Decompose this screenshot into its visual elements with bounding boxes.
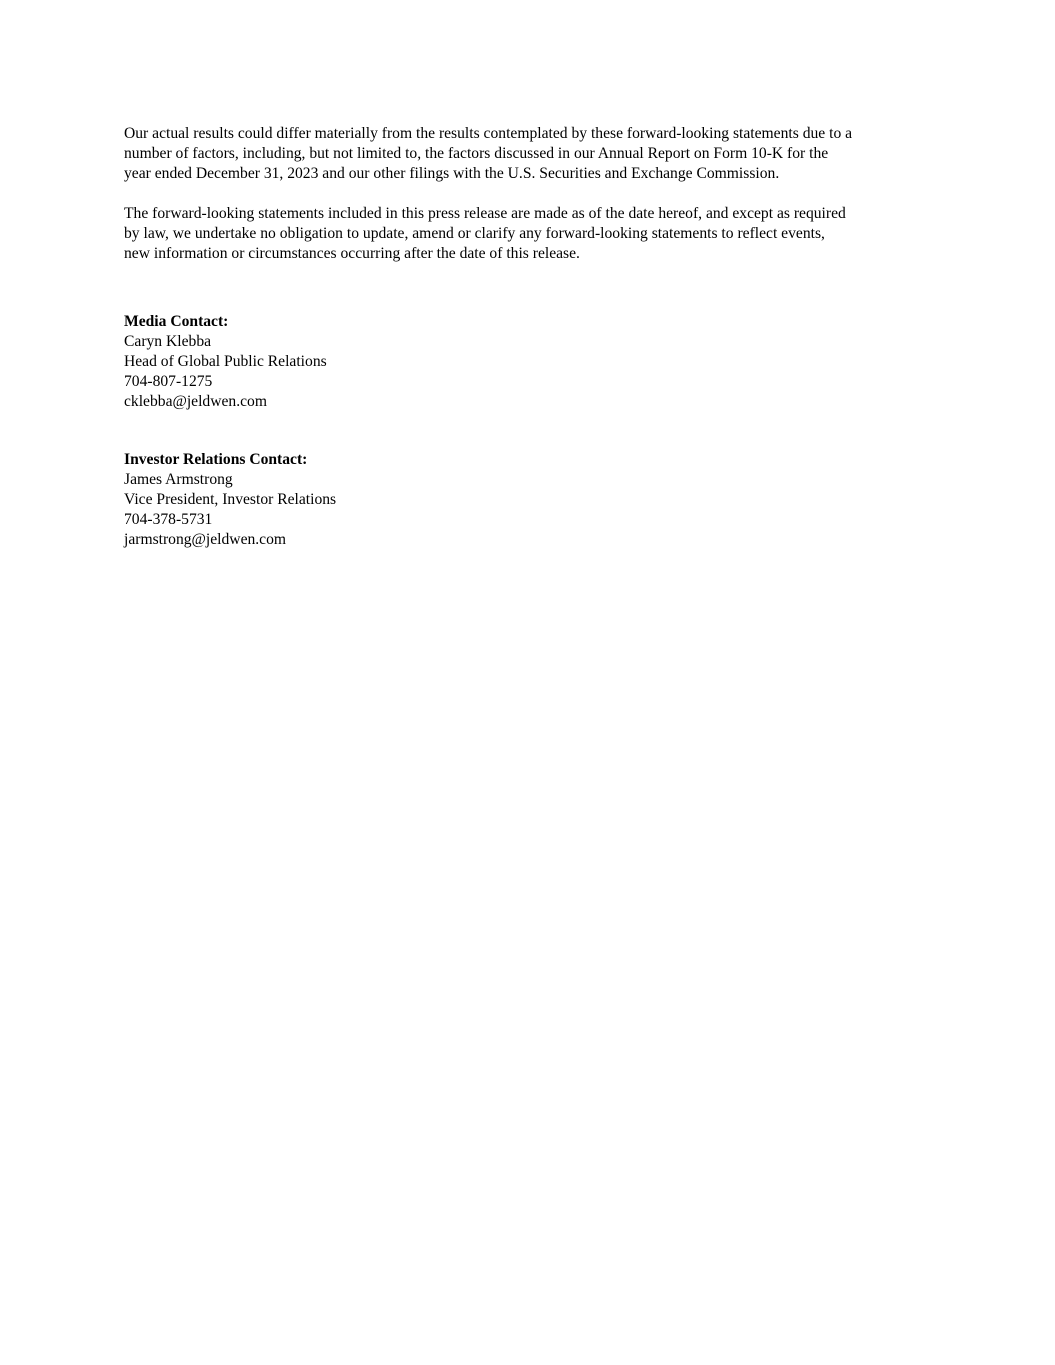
media-contact-block: [124, 312, 936, 412]
investor-contact-name: James Armstrong: [124, 471, 233, 488]
forward-looking-paragraph-1: Our actual results could differ materially from the results contemplated by these forward-looking statements due to a number of factors, including, but not limited to, the factors discussed in our Annual Report on Form 10-K for the year ended December 31, 2023 and our other filings with the U.S. Securities and Exchange Commission.: [124, 125, 853, 182]
media-contact-title: Head of Global Public Relations: [124, 353, 327, 370]
media-contact-phone: 704-807-1275: [124, 373, 213, 390]
investor-contact-email[interactable]: jarmstrong@jeldwen.com: [124, 531, 287, 548]
investor-contact-phone: 704-378-5731: [124, 511, 213, 528]
media-contact-name: Caryn Klebba: [124, 333, 212, 350]
forward-looking-paragraph-2: The forward-looking statements included in this press release are made as of the date hereof, and except as required by law, we undertake no obligation to update, amend or clarify any forward-looking statements to reflect events, new information or circumstances occurring after the date of this release.: [124, 205, 846, 262]
investor-contact-heading: Investor Relations Contact:: [124, 451, 308, 468]
investor-contact-block: [124, 450, 936, 550]
investor-contact-title: Vice President, Investor Relations: [124, 491, 337, 508]
media-contact-heading: Media Contact:: [124, 313, 229, 330]
media-contact-email[interactable]: cklebba@jeldwen.com: [124, 393, 267, 410]
document-page: [124, 124, 936, 550]
